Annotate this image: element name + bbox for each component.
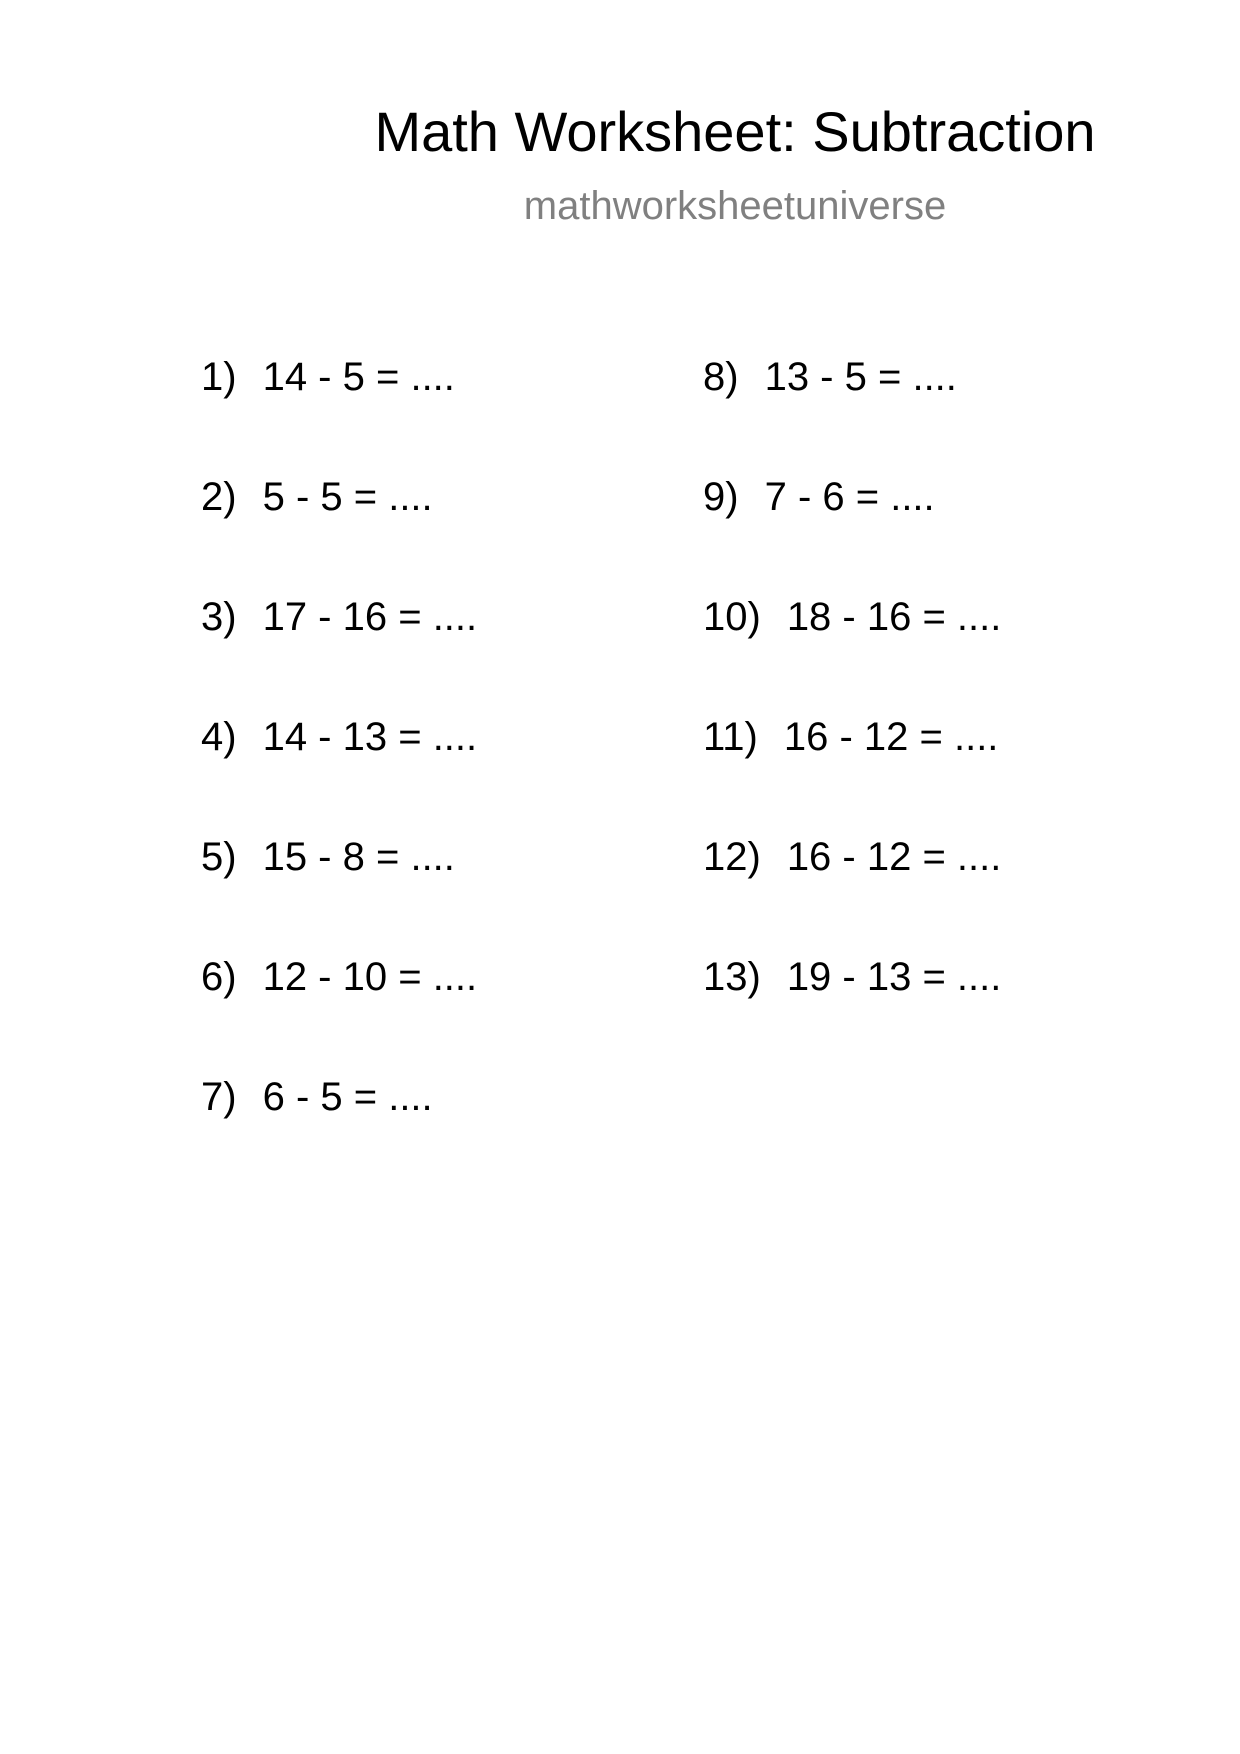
problem-expression: 15 - 8 = ....	[262, 835, 455, 879]
problem-number: 2)	[201, 475, 237, 519]
problem-number: 13)	[703, 955, 761, 999]
page-title: Math Worksheet: Subtraction	[374, 100, 1096, 163]
problem-number: 1)	[201, 355, 237, 399]
problem-number: 6)	[201, 955, 237, 999]
problem-item	[703, 829, 1001, 949]
problem-expression: 18 - 16 = ....	[786, 595, 1002, 639]
page-subtitle: mathworksheetuniverse	[523, 184, 947, 228]
problem-number: 7)	[201, 1075, 237, 1119]
problem-number: 10)	[703, 595, 761, 639]
problem-item	[201, 949, 477, 1069]
problem-expression: 14 - 5 = ....	[262, 355, 455, 399]
problem-expression: 14 - 13 = ....	[262, 715, 478, 759]
problem-expression: 12 - 10 = ....	[262, 955, 478, 999]
problem-expression: 16 - 12 = ....	[783, 715, 999, 759]
problem-number: 9)	[703, 475, 739, 519]
problem-item	[703, 949, 1001, 1069]
problem-item	[703, 349, 1001, 469]
problem-item	[201, 709, 477, 829]
problem-item	[703, 589, 1001, 709]
problem-number: 3)	[201, 595, 237, 639]
problem-number: 4)	[201, 715, 237, 759]
problem-column-right	[703, 349, 1001, 1069]
problem-number: 11)	[703, 715, 758, 759]
problem-expression: 7 - 6 = ....	[764, 475, 935, 519]
problem-item	[201, 469, 477, 589]
problem-item	[703, 469, 1001, 589]
problem-expression: 17 - 16 = ....	[262, 595, 478, 639]
problem-expression: 13 - 5 = ....	[764, 355, 957, 399]
problem-expression: 19 - 13 = ....	[786, 955, 1002, 999]
problem-item	[703, 709, 1001, 829]
problem-item	[201, 589, 477, 709]
problem-number: 12)	[703, 835, 761, 879]
problem-item	[201, 829, 477, 949]
problem-item	[201, 349, 477, 469]
problem-item	[201, 1069, 477, 1189]
problem-expression: 6 - 5 = ....	[262, 1075, 433, 1119]
problem-expression: 16 - 12 = ....	[786, 835, 1002, 879]
problem-expression: 5 - 5 = ....	[262, 475, 433, 519]
problem-number: 5)	[201, 835, 237, 879]
problem-column-left	[201, 349, 477, 1189]
problem-number: 8)	[703, 355, 739, 399]
